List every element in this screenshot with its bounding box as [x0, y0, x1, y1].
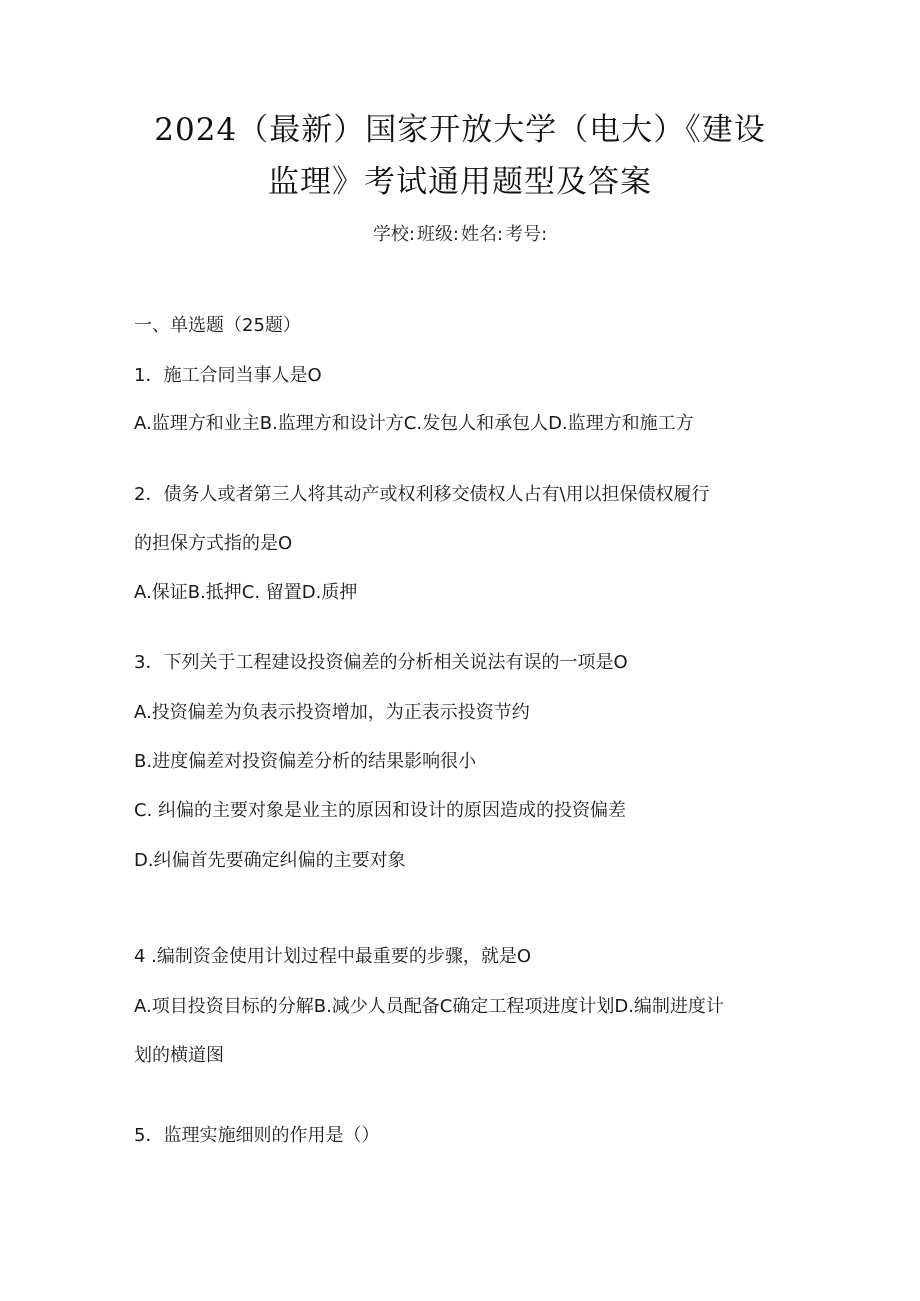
document-title [120, 104, 800, 208]
question-1: 1．施工合同当事人是O [134, 365, 322, 386]
question-3-option-c: C. 纠偏的主要对象是业主的原因和设计的原因造成的投资偏差 [134, 800, 627, 821]
class-label: 班级: [416, 224, 459, 245]
question-3: 3．下列关于工程建设投资偏差的分析相关说法有误的一项是O [134, 652, 628, 673]
student-info-line [0, 222, 920, 248]
question-3-option-a: A.投资偏差为负表示投资增加，为正表示投资节约 [134, 702, 530, 723]
question-5: 5．监理实施细则的作用是（） [134, 1125, 380, 1146]
title-line-2: 监理》考试通用题型及答案 [268, 164, 652, 200]
question-2-line-2: 的担保方式指的是O [134, 533, 293, 554]
question-3-option-d: D.纠偏首先要确定纠偏的主要对象 [134, 850, 406, 871]
question-2-options: A.保证B.抵押C. 留置D.质押 [134, 582, 358, 603]
question-4-options-line-2: 划的横道图 [134, 1045, 224, 1066]
question-1-options: A.监理方和业主B.监理方和设计方C.发包人和承包人D.监理方和施工方 [134, 413, 694, 434]
question-4: 4 .编制资金使用计划过程中最重要的步骤，就是O [134, 946, 532, 967]
question-3-option-b: B.进度偏差对投资偏差分析的结果影响很小 [134, 751, 477, 772]
school-label: 学校: [372, 224, 415, 245]
exam-number-label: 考号: [505, 224, 548, 245]
question-2-line-1: 2．债务人或者第三人将其动产或权利移交债权人占有\用以担保债权履行 [134, 484, 710, 505]
title-line-1: 2024（最新）国家开放大学（电大）《建设 [154, 112, 766, 148]
section-heading: 一、单选题（25题） [134, 315, 301, 336]
question-4-options-line-1: A.项目投资目标的分解B.减少人员配备C确定工程项进度计划D.编制进度计 [134, 996, 724, 1017]
name-label: 姓名: [461, 224, 504, 245]
